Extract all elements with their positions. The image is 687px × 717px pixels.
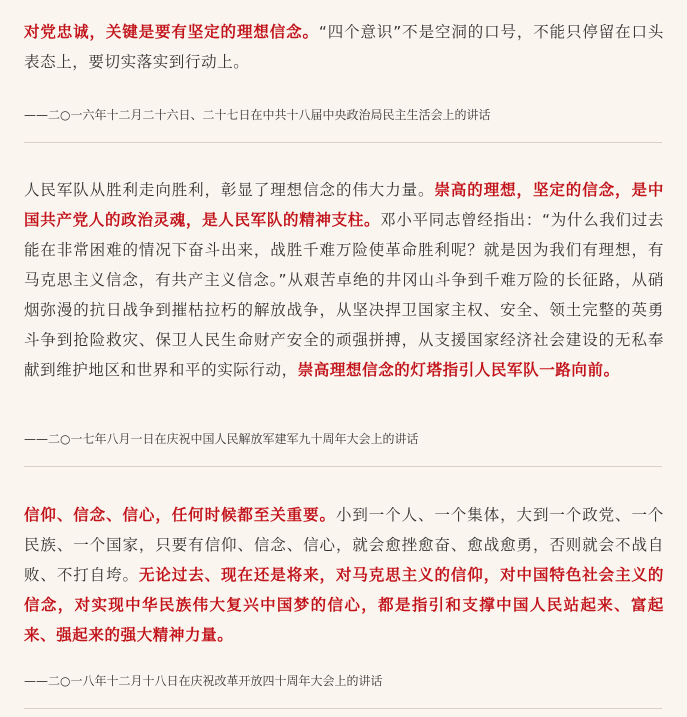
section-divider <box>24 142 662 143</box>
emphasis-text: 崇高的理想，坚定的信念，是中国共产党人的政治灵魂，是人民军队的精神支柱。 <box>24 181 664 229</box>
body-text: 人民军队从胜利走向胜利，彰显了理想信念的伟大力量。 <box>24 181 435 199</box>
quote-paragraph-1 <box>24 17 664 77</box>
quote-paragraph-3 <box>24 500 664 650</box>
emphasis-text: 无论过去、现在还是将来，对马克思主义的信仰，对中国特色社会主义的信念，对实现中华民族伟大复兴中国梦的信心，都是指引和支撑中国人民站起来、富起来、强起来的强大精神力量。 <box>24 566 665 644</box>
body-text: “四个意识”不是空洞的口号，不能只停留在口头表态上，要切实落实到行动上。 <box>24 23 664 71</box>
body-text: 邓小平同志曾经指出：“为什么我们过去能在非常困难的情况下奋斗出来，战胜千难万险使革命胜利呢？就是因为我们有理想，有马克思主义信念，有共产主义信念。”从艰苦卓绝的井冈山斗争到千难万险的长征路，从硝烟弥漫的抗日战争到摧枯拉朽的解放战争，从坚决捍卫国家主权、安全、领土完整的英勇斗争到抢险救灾、保卫人民生命财产安全的顽强拼搏，从支援国家经济社会建设的无私奉献到维护地区和世界和平的实际行动， <box>24 211 664 379</box>
quote-source-1: ——二○一六年十二月二十六日、二十七日在中共十八届中央政治局民主生活会上的讲话 <box>24 108 491 122</box>
body-text: 小到一个人、一个集体，大到一个政党、一个民族、一个国家，只要有信仰、信念、信心，就会愈挫愈奋、愈战愈勇，否则就会不战自败、不打自垮。 <box>24 506 664 584</box>
quote-source-2: ——二○一七年八月一日在庆祝中国人民解放军建军九十周年大会上的讲话 <box>24 432 419 446</box>
emphasis-text: 信仰、信念、信心，任何时候都至关重要。 <box>24 506 336 524</box>
quote-paragraph-2 <box>24 175 664 385</box>
emphasis-text: 崇高理想信念的灯塔指引人民军队一路向前。 <box>297 361 620 379</box>
section-divider <box>24 466 662 467</box>
emphasis-text: 对党忠诚，关键是要有坚定的理想信念。 <box>24 23 319 41</box>
quote-source-3: ——二○一八年十二月十八日在庆祝改革开放四十周年大会上的讲话 <box>24 674 383 688</box>
section-divider <box>24 708 662 709</box>
